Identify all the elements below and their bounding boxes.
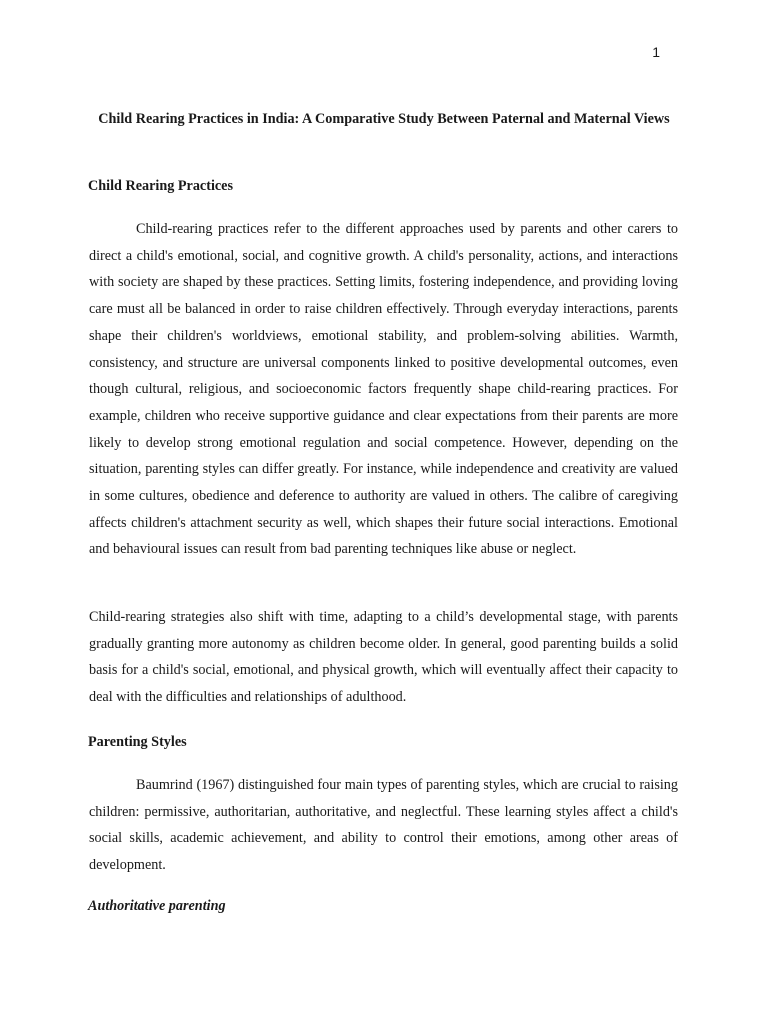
subsection-heading-authoritative: Authoritative parenting: [88, 898, 226, 914]
section-heading-child-rearing: Child Rearing Practices: [88, 178, 233, 194]
paragraph-parenting-styles: Baumrind (1967) distinguished four main types of parenting styles, which are crucial to raising children: permissive, authoritarian, authoritative, and neglectful. These learning styles affect a child's social skills, academic achievement, and ability to control their emotions, among other areas of development.: [89, 777, 678, 874]
document-title: Child Rearing Practices in India: A Comparative Study Between Paternal and Maternal Views: [98, 111, 670, 127]
paragraph-child-rearing-2: Child-rearing strategies also shift with time, adapting to a child’s developmental stage, with parents gradually granting more autonomy as children become older. In general, good parenting builds a solid basis for a child's social, emotional, and physical growth, which will eventually affect their capacity to deal with the difficulties and relationships of adulthood.: [89, 609, 678, 706]
paragraph-child-rearing-1: Child-rearing practices refer to the different approaches used by parents and other carers to direct a child's emotional, social, and cognitive growth. A child's personality, actions, and interactions with society are shaped by these practices. Setting limits, fostering independence, and providing loving care must all be balanced in order to raise children effectively. Through everyday interactions, parents shape their children's worldviews, emotional stability, and problem-solving abilities. Warmth, consistency, and structure are universal components linked to positive developmental outcomes, even though cultural, religious, and socioeconomic factors frequently shape child-rearing practices. For example, children who receive supportive guidance and clear expectations from their parents are more likely to develop strong emotional regulation and social competence. However, depending on the situation, parenting styles can differ greatly. For instance, while independence and creativity are valued in some cultures, obedience and deference to authority are valued in others. The calibre of caregiving affects children's attachment security as well, which shapes their future social interactions. Emotional and behavioural issues can result from bad parenting techniques like abuse or neglect.: [89, 221, 678, 558]
page-number: 1: [652, 44, 660, 60]
section-heading-parenting-styles: Parenting Styles: [88, 734, 187, 750]
